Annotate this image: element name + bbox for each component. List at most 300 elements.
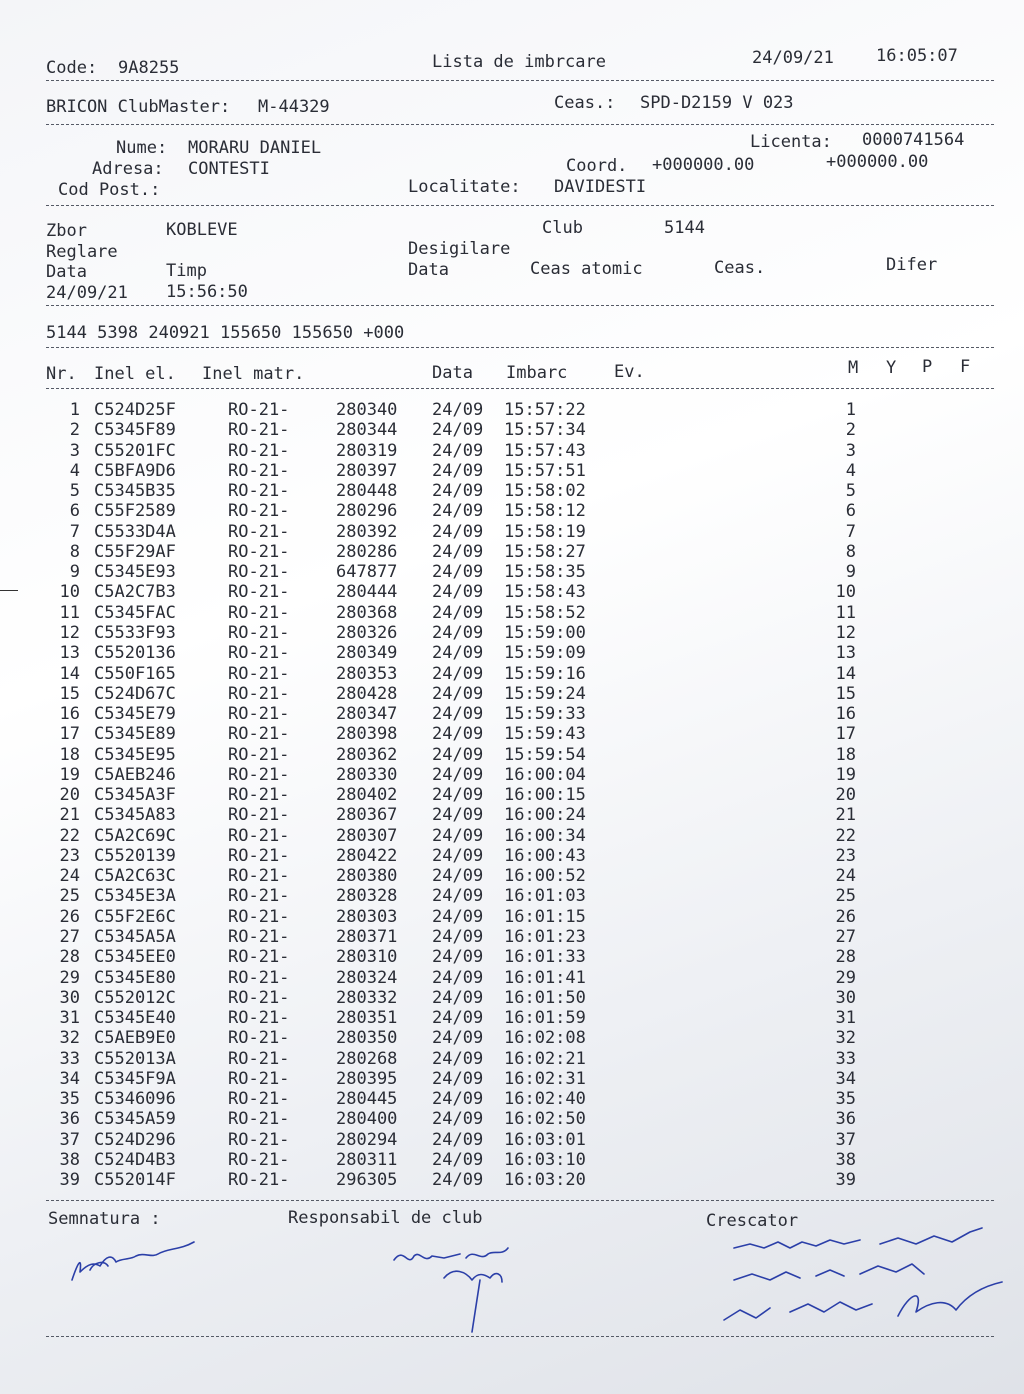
boarding-date: 24/09 [432,683,484,704]
locality-label: Localitate: [408,177,521,197]
boarding-time: 16:00:52 [504,866,586,887]
boarding-date: 24/09 [432,602,484,623]
col-electronic-ring: Inel el. [94,364,176,384]
m-count: 1 [845,400,856,420]
table-row [0,420,1024,440]
ring-number: 280268 [336,1048,398,1069]
ring-prefix: RO-21- [228,1149,290,1170]
table-row [0,866,1024,886]
setting-date-value: 24/09/21 [46,283,128,303]
boarding-date: 24/09 [432,906,484,927]
row-number: 6 [69,501,80,522]
m-count: 20 [835,785,856,806]
m-count: 13 [835,643,856,664]
ring-number: 280340 [336,400,398,420]
table-row [0,623,1024,643]
electronic-ring: C5345E93 [94,562,176,583]
m-count: 36 [835,1109,856,1130]
electronic-ring: C5345E89 [94,724,176,745]
m-count: 6 [845,501,856,522]
table-row [0,603,1024,623]
row-number: 20 [59,785,80,806]
col-event: Ev. [614,362,645,382]
ring-prefix: RO-21- [228,521,290,542]
row-number: 17 [59,724,80,745]
m-count: 37 [835,1129,856,1150]
electronic-ring: C5533D4A [94,521,176,542]
row-number: 31 [59,1008,80,1029]
row-number: 36 [59,1109,80,1130]
m-count: 35 [835,1089,856,1110]
license-value: 0000741564 [862,130,965,150]
divider [46,124,994,125]
table-row [0,1130,1024,1150]
setting-date-label: Data [46,262,87,282]
ring-number: 280448 [336,481,398,502]
ring-number: 280350 [336,1028,398,1049]
col-p: P [922,357,933,377]
setting-label: Reglare [46,242,118,262]
table-row [0,927,1024,947]
boarding-time: 15:57:34 [504,420,586,441]
ring-number: 647877 [336,562,398,583]
table-row [0,582,1024,602]
ring-number: 280286 [336,541,398,562]
boarding-time: 15:57:51 [504,460,586,481]
m-count: 21 [835,805,856,826]
boarding-date: 24/09 [432,947,484,968]
m-count: 4 [845,460,856,481]
row-number: 26 [59,906,80,927]
row-number: 19 [59,764,80,785]
boarding-date: 24/09 [432,1028,484,1049]
clock-value: SPD-D2159 V 023 [640,93,794,113]
ring-number: 280310 [336,947,398,968]
header-date: 24/09/21 [752,48,834,68]
boarding-date: 24/09 [432,541,484,562]
electronic-ring: C552014F [94,1170,176,1191]
row-number: 30 [59,987,80,1008]
boarding-time: 16:02:31 [504,1068,586,1089]
electronic-ring: C524D4B3 [94,1149,176,1170]
electronic-ring: C5533F93 [94,622,176,643]
divider [46,1336,994,1337]
table-row [0,1008,1024,1028]
boarding-time: 15:58:02 [504,481,586,502]
m-count: 18 [835,744,856,765]
ring-number: 280296 [336,501,398,522]
boarding-date: 24/09 [432,927,484,948]
ring-number: 280445 [336,1089,398,1110]
ring-number: 280392 [336,521,398,542]
ring-prefix: RO-21- [228,481,290,502]
ring-prefix: RO-21- [228,845,290,866]
row-number: 35 [59,1089,80,1110]
boarding-date: 24/09 [432,1008,484,1029]
table-row [0,846,1024,866]
ring-number: 280303 [336,906,398,927]
ring-number: 280324 [336,967,398,988]
row-number: 8 [69,541,80,562]
m-count: 19 [835,764,856,785]
electronic-ring: C5AEB9E0 [94,1028,176,1049]
row-number: 29 [59,967,80,988]
ring-prefix: RO-21- [228,866,290,887]
m-count: 27 [835,927,856,948]
row-number: 11 [59,602,80,623]
col-m: M [848,358,859,378]
electronic-ring: C5345E3A [94,886,176,907]
difference-label: Difer [886,255,938,275]
ring-number: 280332 [336,987,398,1008]
m-count: 8 [845,541,856,562]
locality-value: DAVIDESTI [554,177,647,197]
boarding-time: 15:58:19 [504,521,586,542]
boarding-time: 15:58:52 [504,602,586,623]
boarding-time: 16:00:24 [504,805,586,826]
ring-number: 280397 [336,460,398,481]
electronic-ring: C5345A83 [94,805,176,826]
ring-number: 280444 [336,582,398,603]
ring-prefix: RO-21- [228,947,290,968]
m-count: 38 [835,1149,856,1170]
boarding-time: 16:02:50 [504,1109,586,1130]
m-count: 7 [845,521,856,542]
m-count: 23 [835,845,856,866]
boarding-date: 24/09 [432,501,484,522]
m-count: 25 [835,886,856,907]
row-number: 39 [59,1170,80,1191]
electronic-ring: C5A2C7B3 [94,582,176,603]
boarding-time: 16:02:08 [504,1028,586,1049]
electronic-ring: C5345F9A [94,1068,176,1089]
row-number: 14 [59,663,80,684]
boarding-date: 24/09 [432,866,484,887]
ring-prefix: RO-21- [228,622,290,643]
boarding-time: 15:59:43 [504,724,586,745]
m-count: 28 [835,947,856,968]
boarding-time: 16:01:23 [504,927,586,948]
m-count: 33 [835,1048,856,1069]
flight-value: KOBLEVE [166,220,238,240]
table-row [0,805,1024,825]
ring-prefix: RO-21- [228,582,290,603]
electronic-ring: C5A2C69C [94,825,176,846]
table-row [0,765,1024,785]
col-date: Data [432,363,473,383]
boarding-date: 24/09 [432,785,484,806]
table-row [0,684,1024,704]
boarding-time: 15:59:33 [504,704,586,725]
ring-number: 280371 [336,927,398,948]
boarding-date: 24/09 [432,1048,484,1069]
boarding-time: 15:58:12 [504,501,586,522]
boarding-date: 24/09 [432,663,484,684]
boarding-date: 24/09 [432,622,484,643]
m-count: 30 [835,987,856,1008]
row-number: 18 [59,744,80,765]
electronic-ring: C5345E80 [94,967,176,988]
m-count: 2 [845,420,856,441]
ring-prefix: RO-21- [228,1129,290,1150]
signature-label: Semnatura : [48,1209,161,1229]
boarding-date: 24/09 [432,1089,484,1110]
boarding-date: 24/09 [432,967,484,988]
header-time: 16:05:07 [876,46,958,66]
ring-prefix: RO-21- [228,460,290,481]
divider [46,1200,994,1201]
ring-number: 280353 [336,663,398,684]
ring-number: 280400 [336,1109,398,1130]
boarding-time: 16:03:01 [504,1129,586,1150]
ring-number: 280368 [336,602,398,623]
coord-label: Coord. [566,156,628,176]
ring-number: 280307 [336,825,398,846]
ring-prefix: RO-21- [228,886,290,907]
m-count: 31 [835,1008,856,1029]
ring-prefix: RO-21- [228,602,290,623]
ring-number: 280344 [336,420,398,441]
boarding-time: 15:58:35 [504,562,586,583]
boarding-time: 15:57:22 [504,400,586,420]
handwritten-signature [384,1238,524,1338]
ring-prefix: RO-21- [228,562,290,583]
boarding-date: 24/09 [432,562,484,583]
electronic-ring: C524D296 [94,1129,176,1150]
ring-prefix: RO-21- [228,927,290,948]
row-number: 32 [59,1028,80,1049]
electronic-ring: C5345E79 [94,704,176,725]
boarding-date: 24/09 [432,704,484,725]
boarding-time: 16:03:20 [504,1170,586,1191]
col-registration-ring: Inel matr. [202,364,305,384]
row-number: 37 [59,1129,80,1150]
license-label: Licenta: [750,132,832,152]
boarding-time: 16:01:15 [504,906,586,927]
handwritten-signature [60,1232,210,1292]
ring-prefix: RO-21- [228,663,290,684]
ring-number: 280362 [336,744,398,765]
table-row [0,1049,1024,1069]
setting-time-value: 15:56:50 [166,282,248,302]
boarding-time: 16:02:21 [504,1048,586,1069]
ring-prefix: RO-21- [228,724,290,745]
electronic-ring: C5345FAC [94,602,176,623]
row-number: 13 [59,643,80,664]
boarding-time: 16:01:33 [504,947,586,968]
row-number: 34 [59,1068,80,1089]
clubmaster-value: M-44329 [258,97,330,117]
table-row [0,968,1024,988]
boarding-date: 24/09 [432,400,484,420]
table-row [0,826,1024,846]
ring-prefix: RO-21- [228,987,290,1008]
atomic-clock-label: Ceas atomic [530,259,643,279]
row-number: 22 [59,825,80,846]
ring-prefix: RO-21- [228,1068,290,1089]
row-number: 21 [59,805,80,826]
electronic-ring: C5345A3F [94,785,176,806]
ring-prefix: RO-21- [228,420,290,441]
row-number: 1 [69,400,80,420]
clock-column-label: Ceas. [714,258,766,278]
electronic-ring: C5345F89 [94,420,176,441]
ring-prefix: RO-21- [228,1170,290,1191]
row-number: 4 [69,460,80,481]
boarding-date: 24/09 [432,460,484,481]
m-count: 34 [835,1068,856,1089]
boarding-time: 15:59:09 [504,643,586,664]
m-count: 12 [835,622,856,643]
ring-prefix: RO-21- [228,825,290,846]
ring-prefix: RO-21- [228,440,290,461]
boarding-time: 16:00:43 [504,845,586,866]
boarding-time: 16:00:34 [504,825,586,846]
boarding-date: 24/09 [432,1149,484,1170]
ring-number: 280294 [336,1129,398,1150]
table-row [0,542,1024,562]
clubmaster-label: BRICON ClubMaster: [46,97,231,117]
m-count: 16 [835,704,856,725]
electronic-ring: C5BFA9D6 [94,460,176,481]
m-count: 26 [835,906,856,927]
electronic-ring: C552013A [94,1048,176,1069]
ring-number: 280398 [336,724,398,745]
table-row [0,664,1024,684]
postal-code-label: Cod Post.: [58,180,161,200]
table-row [0,400,1024,420]
boarding-date: 24/09 [432,805,484,826]
col-f: F [960,357,971,377]
row-number: 10 [59,582,80,603]
boarding-date: 24/09 [432,845,484,866]
ring-number: 280330 [336,764,398,785]
table-row [0,643,1024,663]
divider [46,80,994,81]
electronic-ring: C524D67C [94,683,176,704]
table-row [0,1069,1024,1089]
boarding-date: 24/09 [432,724,484,745]
address-value: CONTESTI [188,159,270,179]
m-count: 11 [835,602,856,623]
electronic-ring: C550F165 [94,663,176,684]
boarding-time: 15:57:43 [504,440,586,461]
electronic-ring: C552012C [94,987,176,1008]
clock-code-line: 5144 5398 240921 155650 155650 +000 [46,323,405,343]
electronic-ring: C55F2E6C [94,906,176,927]
electronic-ring: C55201FC [94,440,176,461]
row-number: 27 [59,927,80,948]
table-row [0,704,1024,724]
electronic-ring: C5345E40 [94,1008,176,1029]
ring-number: 296305 [336,1170,398,1191]
ring-prefix: RO-21- [228,764,290,785]
boarding-date: 24/09 [432,886,484,907]
boarding-time: 16:01:41 [504,967,586,988]
club-label: Club [542,218,583,238]
ring-prefix: RO-21- [228,541,290,562]
row-number: 9 [69,562,80,583]
table-row [0,724,1024,744]
ring-prefix: RO-21- [228,683,290,704]
row-number: 15 [59,683,80,704]
table-row [0,988,1024,1008]
boarding-time: 15:59:00 [504,622,586,643]
boarding-time: 16:00:15 [504,785,586,806]
unsealing-label: Desigilare [408,239,511,259]
ring-number: 280367 [336,805,398,826]
boarding-date: 24/09 [432,643,484,664]
boarding-date: 24/09 [432,440,484,461]
row-number: 28 [59,947,80,968]
row-number: 7 [69,521,80,542]
ring-prefix: RO-21- [228,967,290,988]
ring-number: 280349 [336,643,398,664]
ring-number: 280326 [336,622,398,643]
code-value: 9A8255 [118,58,180,78]
ring-prefix: RO-21- [228,643,290,664]
m-count: 17 [835,724,856,745]
ring-prefix: RO-21- [228,1089,290,1110]
coord-x: +000000.00 [652,155,755,175]
electronic-ring: C5345B35 [94,481,176,502]
boarding-time: 15:59:16 [504,663,586,684]
ring-prefix: RO-21- [228,744,290,765]
electronic-ring: C5346096 [94,1089,176,1110]
boarding-time: 16:01:50 [504,987,586,1008]
electronic-ring: C5A2C63C [94,866,176,887]
ring-number: 280428 [336,683,398,704]
boarding-time: 16:03:10 [504,1149,586,1170]
boarding-time: 16:00:04 [504,764,586,785]
electronic-ring: C5345E95 [94,744,176,765]
table-row [0,1089,1024,1109]
boarding-time: 15:58:27 [504,541,586,562]
electronic-ring: C55F29AF [94,541,176,562]
row-number: 16 [59,704,80,725]
ring-prefix: RO-21- [228,400,290,420]
ring-prefix: RO-21- [228,785,290,806]
boarding-date: 24/09 [432,764,484,785]
table-row [0,1028,1024,1048]
coord-y: +000000.00 [826,152,929,172]
row-number: 3 [69,440,80,461]
ring-number: 280422 [336,845,398,866]
electronic-ring: C5520136 [94,643,176,664]
table-row [0,886,1024,906]
col-y: Y [886,358,897,378]
boarding-time: 15:58:43 [504,582,586,603]
m-count: 39 [835,1170,856,1191]
boarding-date: 24/09 [432,420,484,441]
boarding-date: 24/09 [432,825,484,846]
col-boarding: Imbarc [506,363,568,383]
m-count: 24 [835,866,856,887]
table-row [0,562,1024,582]
row-number: 23 [59,845,80,866]
table-row [0,785,1024,805]
boarding-date: 24/09 [432,1109,484,1130]
ring-prefix: RO-21- [228,1109,290,1130]
m-count: 15 [835,683,856,704]
table-row [0,461,1024,481]
boarding-date: 24/09 [432,1068,484,1089]
table-row [0,501,1024,521]
m-count: 22 [835,825,856,846]
m-count: 10 [835,582,856,603]
electronic-ring: C5AEB246 [94,764,176,785]
boarding-time: 16:01:59 [504,1008,586,1029]
